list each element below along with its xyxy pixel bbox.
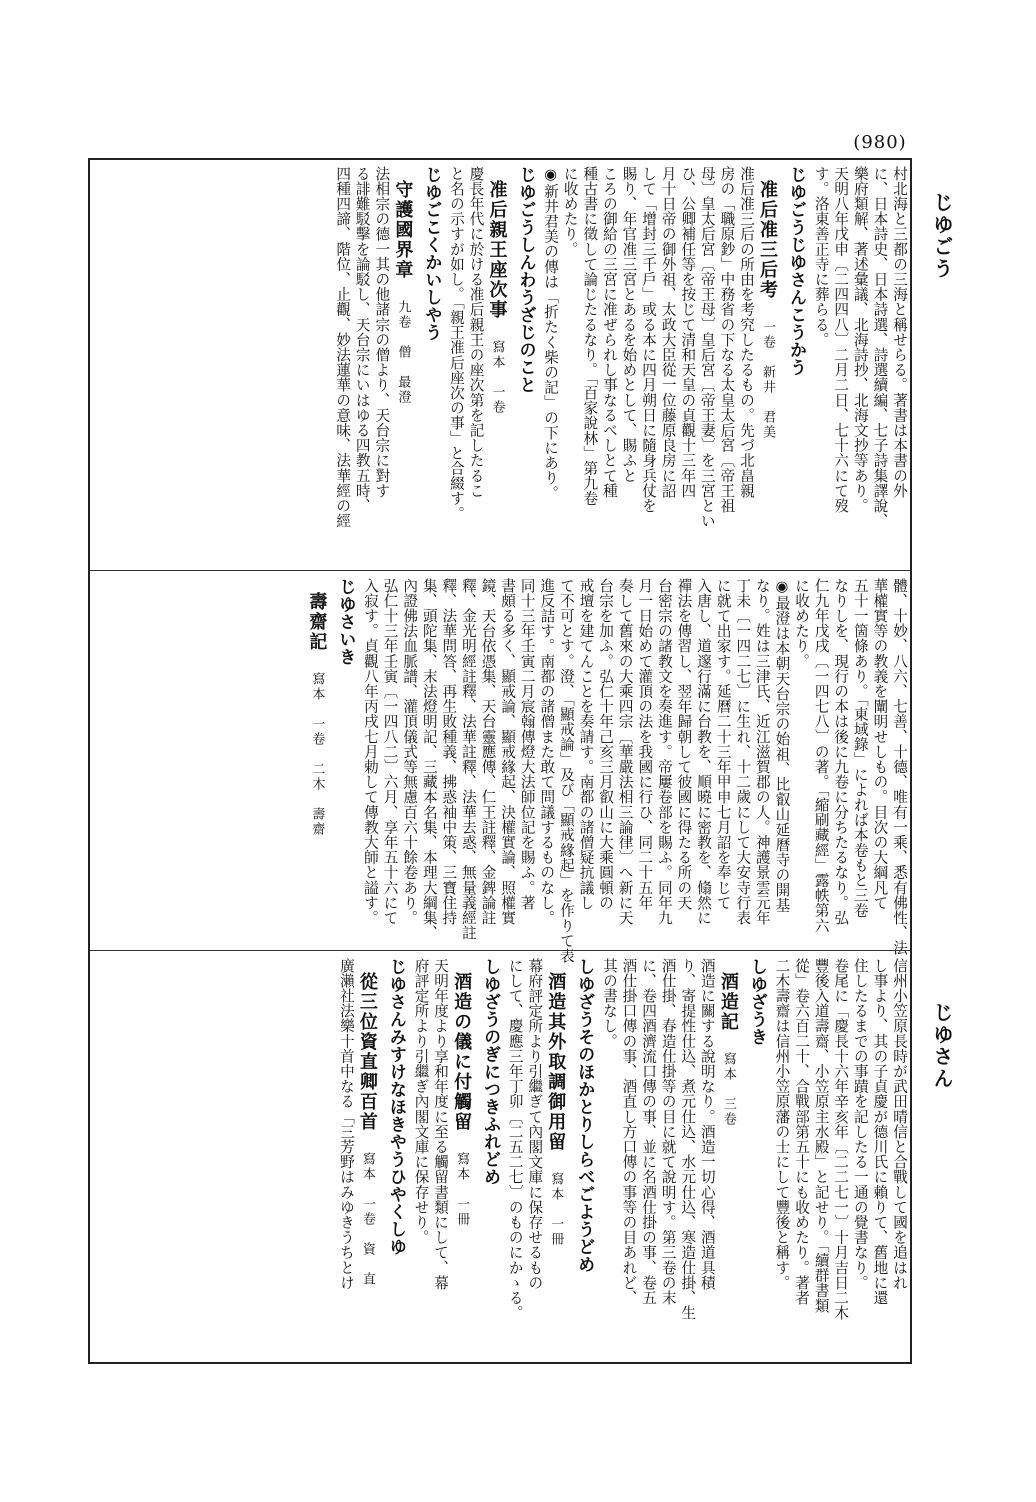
- body-text-column: 入寂す。貞觀八年丙戌七月勅して傳教大師と謚す。: [361, 578, 379, 926]
- entry-reading-heading: しゆざうそのほかとりしらべごようどめ: [574, 958, 595, 1273]
- body-text-column: して「增封三千戶」或る本に四月朔日に隨身兵仗を: [640, 166, 658, 514]
- body-text-column: 內證佛法血脈譜、灌頂儀式等無慮百六十餘卷あり。: [401, 578, 419, 926]
- entry-title-text: 酒造其外取調御用留: [545, 972, 567, 1152]
- body-text-column: ころの御給の三宮に准ぜられし事なるべしとて種: [600, 166, 618, 499]
- body-text-column: 月十日帝の御外祖、太政大臣從一位藤原良房に詔: [659, 166, 677, 499]
- body-text-column: 酒造に關する說明なり。酒造一切心得、酒道具積: [698, 958, 716, 1291]
- body-text-column: 書頗る多く、顯戒論、顯戒緣起、決權實論、照權實: [499, 578, 517, 926]
- entry-reading-heading: じゆさいき: [335, 578, 356, 666]
- body-text-column: 賜り、年官准三宮とあるを始めとして、賜ふと: [620, 166, 638, 484]
- body-text-column: 丁未〔一四二七〕に生れ、十二歲にして大安寺行表: [734, 578, 752, 926]
- entry-title-text: 酒造の儀に付觸留: [451, 972, 473, 1132]
- entry-meta: 一卷 新井 君美: [760, 320, 776, 440]
- entry-title: [757, 166, 779, 440]
- body-text-column: と名の示すが如し。「親王准后座次の事」と合綴す。: [447, 166, 465, 522]
- body-text-column: 同十三年壬寅二月宸翰傳燈大法師位記を賜ふ。著: [518, 578, 536, 911]
- entry-title: [358, 958, 376, 1287]
- body-text-column: て不可とす。澄、「顯戒論」及び「顯戒緣起」を作りて表: [557, 578, 575, 964]
- body-text-column: 華權實等の教義を闡明せしもの。目次の大綱凡て: [871, 578, 889, 911]
- body-text-column: 其の書なし。: [600, 958, 618, 1049]
- body-text-column: る誹難駁擊を論駁し、天台宗にいはゆる四教五時、: [353, 166, 371, 514]
- body-text-column: 種古書に徵して論じたるなり。「百家說林」第九卷: [581, 166, 599, 506]
- body-text-column: 入唐し、道邃行滿に台教を、順曉に密教を、翛然に: [695, 578, 713, 926]
- tier-columns: [94, 578, 908, 964]
- entry-title-text: 守護國界章: [392, 180, 414, 280]
- entry-reading-heading: しゆざうき: [746, 958, 767, 1046]
- entry-title: [719, 958, 737, 1127]
- entry-reading-heading: じゆさんみすけなほきやうひやくしゆ: [385, 958, 406, 1256]
- entry-meta: 九卷 僧 最澄: [395, 300, 411, 405]
- entry-title: [392, 166, 414, 405]
- body-text-column: 體、十妙、八六、七善、十德、唯有一乘、悉有佛性、法: [891, 578, 908, 956]
- body-text-column: 從」卷六百二十、合戰部第五十にも收めたり。著者: [793, 958, 811, 1306]
- entry-title: [306, 578, 328, 837]
- body-text-column: 信州小笠原長時が武田晴信と合戰して國を追はれ: [891, 958, 908, 1291]
- body-text-column: 天明年度より享和年度に至る觸留書類にして、幕: [432, 958, 450, 1291]
- entry-title: [545, 958, 567, 1247]
- entry-meta: 寫本 一卷 資 直: [359, 1152, 375, 1287]
- tier-top: [90, 160, 910, 570]
- body-text-column: 幕府評定所より引繼ぎて內閣文庫に保存せるもの: [526, 958, 544, 1291]
- running-head-bottom: じゆさん: [930, 1002, 954, 1090]
- entry-title-text: 從三位資直卿百首: [356, 972, 378, 1132]
- body-text-column: ひ、公卿補任等を按じて清和天皇の貞觀十三年四: [679, 166, 697, 499]
- body-text-column: 卷尾に「慶長十六年辛亥年〔二二七一〕十月吉日二木: [832, 958, 850, 1321]
- body-text-column: 仁九年戊戌〔一四七八〕の著。「縮刷藏經」露帙第六: [812, 578, 830, 934]
- body-text-column: す。洛東善正寺に葬らる。: [812, 166, 830, 348]
- body-text-column: 住したるまでの事蹟を記したる一通の覺書なり。: [851, 958, 869, 1291]
- tier-middle: [90, 572, 910, 964]
- body-text-column: ◉新井君美の傳は「折たく柴の記」の下にあり。: [542, 166, 560, 501]
- entry-title-text: 准后准三后考: [757, 180, 779, 300]
- body-text-column: 戒壇を建てんことを奏請す。南都の諸僧疑抗議し: [577, 578, 595, 911]
- body-text-column: なりしを、現行の本は後に九卷に分ちたるなり。弘: [832, 578, 850, 926]
- body-text-column: 月一日始めて灌頂の法を我國に行ひ、同二十五年: [636, 578, 654, 911]
- entry-meta: 寫本 三卷: [720, 1052, 736, 1127]
- body-text-column: し事より、其の子貞慶が德川氏に賴りて、舊地に還: [871, 958, 889, 1306]
- body-text-column: 酒仕掛、春造仕掛等の目に就て說明す。第三卷の末: [659, 958, 677, 1306]
- body-text-column: 五十一箇條あり。「東域錄」によれば本卷もと三卷: [851, 578, 869, 918]
- body-text-column: なり。姓は三津氏、近江滋賀郡の人。神護景雲元年: [753, 578, 771, 926]
- body-text-column: 酒仕掛口傳の事、酒直し方口傳の事等の目あれど、: [620, 958, 638, 1306]
- body-text-column: に、日本詩史、日本詩選、詩選續編、七子詩集譯說、: [871, 166, 889, 529]
- body-text-column: に、卷四酒濟流口傳の事、並に名酒仕掛の事、卷五: [640, 958, 658, 1306]
- body-text-column: 四種四諦、階位、止觀、妙法蓮華の意味、法華經の經: [334, 166, 352, 529]
- entry-title: [451, 958, 473, 1227]
- tier-divider: [90, 950, 910, 951]
- body-text-column: に收めたり。: [561, 166, 579, 257]
- entry-reading-heading: じゆごうしんわうざじのこと: [515, 166, 536, 394]
- body-text-column: 釋、金光明經註釋、法華註釋、法華去惑、無量義經註: [459, 578, 477, 941]
- running-head-top: じゆごう: [930, 192, 954, 280]
- body-text-column: 釋、法華問答、再生敗種義、拂惑袖中策、三寶住持: [440, 578, 458, 926]
- body-text-column: 二木壽齋は信州小笠原藩の士にして豐後と稱す。: [773, 958, 791, 1291]
- body-text-column: 鏡、天台依憑集、天台靈應傳、仁王註釋、金錍論註: [479, 578, 497, 926]
- tier-columns: [94, 958, 906, 1356]
- entry-meta: 寫本 一卷: [489, 340, 505, 415]
- body-text-column: にして、慶應三年丁卯〔二五二七〕のものにかゝる。: [506, 958, 524, 1321]
- body-text-column: 天明八年戊申〔二四四八〕二月二日、七十六にて歿: [832, 166, 850, 514]
- body-text-column: 慶長年代に於ける准后親王の座次第を記したるこ: [467, 166, 485, 499]
- body-text-column: 集、頭陀集、末法燈明記、三藏本名集、本理大綱集、: [420, 578, 438, 941]
- entry-title-text: 壽齋記: [306, 592, 328, 652]
- body-text-column: 母〕皇太后宮〔帝王母〕皇后宮〔帝王妻〕を三宮とい: [698, 166, 716, 529]
- entry-title: [488, 166, 506, 415]
- entry-title-text: 酒造記: [717, 972, 739, 1032]
- entry-meta: 寫本 一冊: [548, 1172, 564, 1247]
- body-text-column: 台宗を加ふ。弘仁十年己亥三月叡山に大乘圓頓の: [597, 578, 615, 911]
- body-text-column: 樂府類解、著述彙議、北海詩抄、北海文抄等あり。: [851, 166, 869, 514]
- body-text-column: 廣瀨社法樂十首中なる「三芳野はみゆきうちとけ: [337, 958, 355, 1291]
- tier-divider: [90, 570, 910, 571]
- body-text-column: ◉最澄は本朝天台宗の始祖、比叡山延曆寺の開基: [773, 578, 791, 913]
- body-text-column: 村北海と三都の三海と稱せらる。著書は本書の外: [891, 166, 908, 499]
- page-number: (980): [853, 132, 907, 153]
- entry-meta: 寫本 一卷 二木 壽齋: [309, 672, 325, 837]
- body-text-column: 奏して舊來の大乘四宗〔華嚴法相三論律〕へ新に天: [616, 578, 634, 926]
- body-text-column: 法相宗の德一其の他諸宗の僧より、天台宗に對す: [373, 166, 391, 499]
- body-text-column: 弘仁十三年壬寅〔一四八二〕六月、享年五十六にて: [381, 578, 399, 926]
- body-text-column: 准后准三后の所由を考究したるもの。先づ北畠親: [738, 166, 756, 499]
- entry-reading-heading: しゆざうのぎにつきふれどめ: [480, 958, 501, 1186]
- body-text-column: り、寄提性仕込、煮元仕込、水元仕込、寒造仕掛、生: [679, 958, 697, 1321]
- entry-reading-heading: じゆごこくかいしやう: [421, 166, 442, 341]
- body-text-column: に就て出家す。延曆二十三年甲申七月詔を奉じて: [714, 578, 732, 911]
- body-text-column: 府評定所より引繼ぎ內閣文庫に保存せり。: [412, 958, 430, 1245]
- tier-columns: [94, 166, 906, 564]
- entry-reading-heading: じゆごうじゆさんこうかう: [786, 166, 807, 376]
- entry-meta: 寫本 一冊: [454, 1152, 470, 1227]
- entry-title-text: 准后親王座次事: [486, 180, 508, 320]
- body-text-column: 禪法を傳習し、翌年歸朝して彼國に得たる所の天: [675, 578, 693, 911]
- body-text-column: 台密宗の諸教文を奏進す。帝屢卷部を賜ふ。同年九: [655, 578, 673, 926]
- body-text-column: に收めたり。: [793, 578, 811, 669]
- page-frame: [88, 158, 912, 1364]
- body-text-column: 房の「職原鈔」中務省の下なる太皇太后宮〔帝王祖: [718, 166, 736, 514]
- tier-bottom: [90, 952, 910, 1362]
- body-text-column: 進反詰す。南都の諸僧また敢て問議するものなし。: [538, 578, 556, 926]
- body-text-column: 豐後入道壽齋、小笠原主水殿」と記せり。「續群書類: [812, 958, 830, 1314]
